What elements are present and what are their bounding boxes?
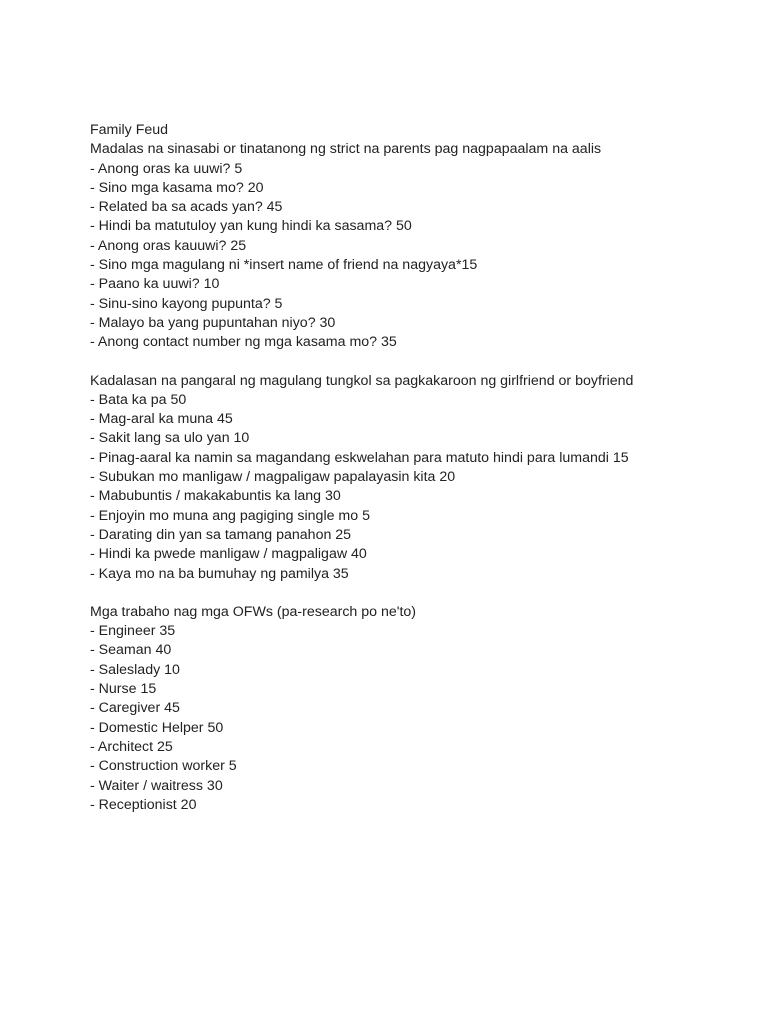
- section-heading: Kadalasan na pangaral ng magulang tungkol sa pagkakaroon ng girlfriend or boyfriend: [90, 372, 634, 389]
- section-heading: Madalas na sinasabi or tinatanong ng strict na parents pag nagpapaalam na aalis: [90, 141, 602, 158]
- list-item: - Sino mga magulang ni *insert name of friend na nagyaya*15: [90, 257, 478, 274]
- list-item: - Hindi ka pwede manligaw / magpaligaw 40: [90, 546, 367, 563]
- section-heading: Mga trabaho nag mga OFWs (pa-research po ne'to): [90, 603, 417, 620]
- list-item: - Sinu-sino kayong pupunta? 5: [90, 295, 283, 312]
- list-item: - Construction worker 5: [90, 758, 237, 775]
- list-item: - Anong oras kauuwi? 25: [90, 237, 247, 254]
- list-item: - Architect 25: [90, 738, 173, 755]
- list-item: - Sino mga kasama mo? 20: [90, 179, 264, 196]
- list-item: - Hindi ba matutuloy yan kung hindi ka sasama? 50: [90, 218, 412, 235]
- list-item: - Mag-aral ka muna 45: [90, 411, 233, 428]
- document-title: Family Feud: [90, 122, 169, 138]
- list-item: - Bata ka pa 50: [90, 391, 187, 408]
- section-divider: [90, 353, 740, 372]
- section-divider: [90, 584, 740, 603]
- list-item: - Seaman 40: [90, 642, 172, 659]
- list-item: - Pinag-aaral ka namin sa magandang eskwelahan para matuto hindi para lumandi 15: [90, 449, 629, 466]
- list-item: - Sakit lang sa ulo yan 10: [90, 430, 250, 447]
- list-item: - Malayo ba yang pupuntahan niyo? 30: [90, 314, 336, 331]
- section-relationship-advice: [90, 372, 740, 584]
- list-item: - Receptionist 20: [90, 796, 197, 813]
- list-item: - Paano ka uuwi? 10: [90, 276, 220, 293]
- list-item: - Subukan mo manligaw / magpaligaw papalayasin kita 20: [90, 469, 456, 486]
- document-body: [90, 121, 740, 815]
- list-item: - Related ba sa acads yan? 45: [90, 199, 283, 216]
- list-item: - Engineer 35: [90, 623, 176, 640]
- list-item: - Caregiver 45: [90, 700, 180, 717]
- list-item: - Waiter / waitress 30: [90, 777, 223, 794]
- list-item: - Enjoyin mo muna ang pagiging single mo 5: [90, 507, 370, 524]
- list-item: - Domestic Helper 50: [90, 719, 224, 736]
- section-strict-parents: [90, 140, 740, 352]
- list-item: - Anong contact number ng mga kasama mo? 35: [90, 334, 397, 351]
- list-item: - Mabubuntis / makakabuntis ka lang 30: [90, 488, 341, 505]
- list-item: - Kaya mo na ba bumuhay ng pamilya 35: [90, 565, 349, 582]
- section-ofw-jobs: [90, 603, 740, 815]
- list-item: - Anong oras ka uuwi? 5: [90, 160, 243, 177]
- list-item: - Darating din yan sa tamang panahon 25: [90, 526, 352, 543]
- list-item: - Nurse 15: [90, 681, 157, 698]
- list-item: - Saleslady 10: [90, 661, 180, 678]
